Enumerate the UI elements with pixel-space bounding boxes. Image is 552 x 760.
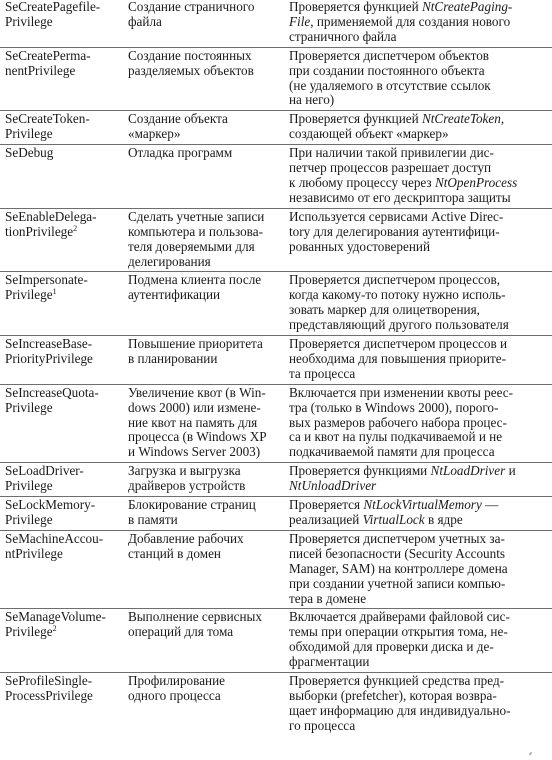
privilege-note-cell [289, 497, 552, 531]
cell-line: компьютера и пользова- [128, 223, 263, 239]
cell-line: Используется сервисами Active Direc- [289, 208, 504, 224]
cell-line: Отладка программ [128, 145, 233, 161]
cell-line: ProcessPrivilege [5, 687, 93, 703]
cell-line: SeProfileSingle- [5, 673, 93, 689]
cell-line: обходимой для проверки диска и де- [289, 639, 494, 655]
cell-line: вых размеров рабочего набора процес- [289, 414, 507, 430]
cell-line: независимо от его дескриптора защиты [289, 189, 511, 205]
cell-line: реализацией VirtualLock в ядре [289, 512, 463, 527]
cell-line: темы при операции открытия тома, не- [289, 624, 508, 640]
cell-line: «маркер» [128, 126, 181, 142]
privilege-name-cell [0, 497, 127, 531]
cell-line: Повышение приоритета [128, 336, 263, 352]
privilege-description-cell [127, 384, 289, 463]
cell-line: теля доверяемыми для [128, 238, 255, 254]
privilege-name-cell [0, 272, 127, 336]
privilege-name-cell [0, 0, 127, 47]
cell-line: Privilege$^2$ [5, 624, 57, 640]
cell-line: Проверяется диспетчером учетных за- [289, 530, 505, 546]
cell-line: Проверяется диспетчером процессов и [289, 336, 508, 352]
cell-line: SeCreateToken- [5, 111, 90, 127]
privilege-name-cell [0, 336, 127, 385]
privilege-note-cell [289, 47, 552, 111]
cell-line: в планировании [128, 350, 218, 366]
privilege-name-cell [0, 609, 127, 673]
privilege-name-cell [0, 463, 127, 497]
privilege-note-cell [289, 463, 552, 497]
cell-line: NtUnloadDriver [289, 478, 377, 494]
table-row [0, 145, 552, 209]
cell-line: SeMachineAccou- [5, 530, 104, 546]
cell-line: разделяемых объектов [128, 62, 254, 78]
cell-line: Privilege [5, 478, 53, 494]
table-row [0, 673, 552, 736]
cell-line: tionPrivilege$^2$ [5, 223, 78, 239]
table-row [0, 497, 552, 531]
table-row [0, 47, 552, 111]
cell-line: процесса (в Windows XP [128, 429, 267, 445]
cell-line: страничного файла [289, 28, 397, 44]
cell-line: когда какому-то потоку нужно исполь- [289, 287, 506, 303]
cell-line: при создании постоянного объекта [289, 62, 485, 78]
cell-line: щает информацию для индивидуально- [289, 702, 511, 718]
privilege-description-cell [127, 609, 289, 673]
privilege-name-cell [0, 111, 127, 145]
cell-line: nentPrivilege [5, 62, 76, 78]
cell-line: Проверяется NtLockVirtualMemory — [289, 497, 499, 513]
privilege-note-cell [289, 0, 552, 47]
cell-line: SeCreatePagefile- [5, 0, 101, 14]
cell-line: при создании учетной записи компью- [289, 575, 506, 591]
cell-line: Профилирование [128, 673, 226, 689]
cell-line: Manager, SAM) на контроллере домена [289, 560, 508, 576]
table-row [0, 0, 552, 47]
cell-line: Блокирование страниц [128, 497, 256, 513]
privilege-note-cell [289, 384, 552, 463]
privilege-name-cell [0, 530, 127, 609]
cell-line: SeIncreaseBase- [5, 336, 93, 352]
cell-line: Выполнение сервисных [128, 609, 262, 625]
cell-line: тра (только в Windows 2000), порого- [289, 399, 499, 415]
table-row [0, 336, 552, 385]
cell-line: Проверяется функцией средства пред- [289, 673, 505, 689]
table-row [0, 208, 552, 272]
privilege-description-cell [127, 530, 289, 609]
privilege-name-cell [0, 208, 127, 272]
cell-line: аутентификации [128, 287, 221, 303]
table-row [0, 111, 552, 145]
privilege-name-cell [0, 47, 127, 111]
cell-line: одного процесса [128, 687, 221, 703]
privilege-description-cell [127, 673, 289, 736]
cell-line: к любому процессу через NtOpenProcess [289, 174, 518, 190]
continuation-mark: ⸗ [529, 748, 532, 758]
cell-line: тера в домене [289, 590, 367, 606]
table-row [0, 463, 552, 497]
cell-line: Проверяется функцией NtCreatePaging- [289, 0, 513, 14]
privilege-description-cell [127, 463, 289, 497]
cell-line: SeLockMemory- [5, 497, 96, 513]
cell-line: драйверов устройств [128, 478, 246, 494]
cell-line: File, применяемой для создания нового [289, 13, 511, 29]
cell-line: в памяти [128, 512, 178, 527]
cell-line: PriorityPrivilege [5, 350, 93, 366]
cell-line: операций для тома [128, 624, 234, 640]
cell-line: делегирования [128, 253, 211, 269]
privilege-note-cell [289, 336, 552, 385]
privilege-note-cell [289, 609, 552, 673]
table-row [0, 530, 552, 609]
cell-line: петчер процессов разрешает доступ [289, 160, 492, 176]
cell-line: Увеличение квот (в Win- [128, 384, 266, 400]
cell-line: необходима для повышения приорите- [289, 350, 507, 366]
privilege-description-cell [127, 497, 289, 531]
cell-line: SeLoadDriver- [5, 463, 84, 479]
cell-line: са и квот на пулы подкачиваемой и не [289, 429, 503, 445]
cell-line: SeImpersonate- [5, 272, 88, 288]
cell-line: станций в домен [128, 545, 221, 561]
cell-line: файла [128, 13, 162, 29]
privilege-note-cell [289, 272, 552, 336]
cell-line: ние квот на память для [128, 414, 258, 430]
cell-line: Создание постоянных [128, 47, 252, 63]
cell-line: выборки (prefetcher), которая возвра- [289, 687, 497, 703]
privilege-note-cell [289, 208, 552, 272]
cell-line: Privilege [5, 126, 53, 142]
table-row [0, 609, 552, 673]
cell-line: При наличии такой привилегии дис- [289, 145, 494, 161]
privilege-note-cell [289, 111, 552, 145]
cell-line: та процесса [289, 365, 356, 381]
table-row [0, 272, 552, 336]
cell-line: го процесса [289, 717, 356, 733]
privilege-name-cell [0, 145, 127, 209]
cell-line: Проверяется диспетчером объектов [289, 47, 490, 63]
cell-line: Privilege$^1$ [5, 287, 57, 303]
privilege-name-cell [0, 384, 127, 463]
privilege-description-cell [127, 47, 289, 111]
cell-line: представляющий другого пользователя [289, 317, 509, 333]
cell-line: SeEnableDelega- [5, 208, 97, 224]
cell-line: Включается при изменении квоты реес- [289, 384, 514, 400]
cell-line: и Windows Server 2003) [128, 444, 261, 460]
cell-line: Включается драйверами файловой сис- [289, 609, 510, 625]
privilege-description-cell [127, 272, 289, 336]
cell-line: tory для делегирования аутентифици- [289, 223, 500, 239]
cell-line: создающей объект «маркер» [289, 126, 449, 142]
cell-line: Подмена клиента после [128, 272, 262, 288]
privilege-description-cell [127, 0, 289, 47]
cell-line: зовать маркер для олицетворения, [289, 302, 480, 318]
cell-line: фрагментации [289, 654, 370, 670]
privilege-description-cell [127, 208, 289, 272]
cell-line: dows 2000) или измене- [128, 399, 261, 415]
privilege-description-cell [127, 111, 289, 145]
cell-line: SeManageVolume- [5, 609, 106, 625]
privilege-note-cell [289, 530, 552, 609]
cell-line: Создание объекта [128, 111, 228, 127]
cell-line: Создание страничного [128, 0, 255, 14]
cell-line: Добавление рабочих [128, 530, 244, 546]
cell-line: SeCreatePerma- [5, 47, 91, 63]
cell-line: Privilege [5, 512, 53, 527]
cell-line: на него) [289, 92, 335, 108]
privilege-note-cell [289, 673, 552, 736]
cell-line: Privilege [5, 13, 53, 29]
cell-line: Сделать учетные записи [128, 208, 265, 224]
privilege-name-cell [0, 673, 127, 736]
cell-line: (не удаляемого в отсутствие ссылок [289, 77, 491, 93]
cell-line: SeIncreaseQuota- [5, 384, 99, 400]
privilege-note-cell [289, 145, 552, 209]
cell-line: ntPrivilege [5, 545, 63, 561]
cell-line: писей безопасности (Security Accounts [289, 545, 506, 561]
cell-line: SeDebug [5, 145, 54, 161]
privilege-description-cell [127, 145, 289, 209]
cell-line: Privilege [5, 399, 53, 415]
cell-line: подкачиваемой памяти для процесса [289, 444, 495, 460]
privilege-description-cell [127, 336, 289, 385]
table-row [0, 384, 552, 463]
cell-line: Загрузка и выгрузка [128, 463, 241, 479]
cell-line: Проверяется функциями NtLoadDriver и [289, 463, 516, 479]
cell-line: рованных удостоверений [289, 238, 431, 254]
cell-line: Проверяется функцией NtCreateToken, [289, 111, 505, 127]
cell-line: Проверяется диспетчером процессов, [289, 272, 501, 288]
